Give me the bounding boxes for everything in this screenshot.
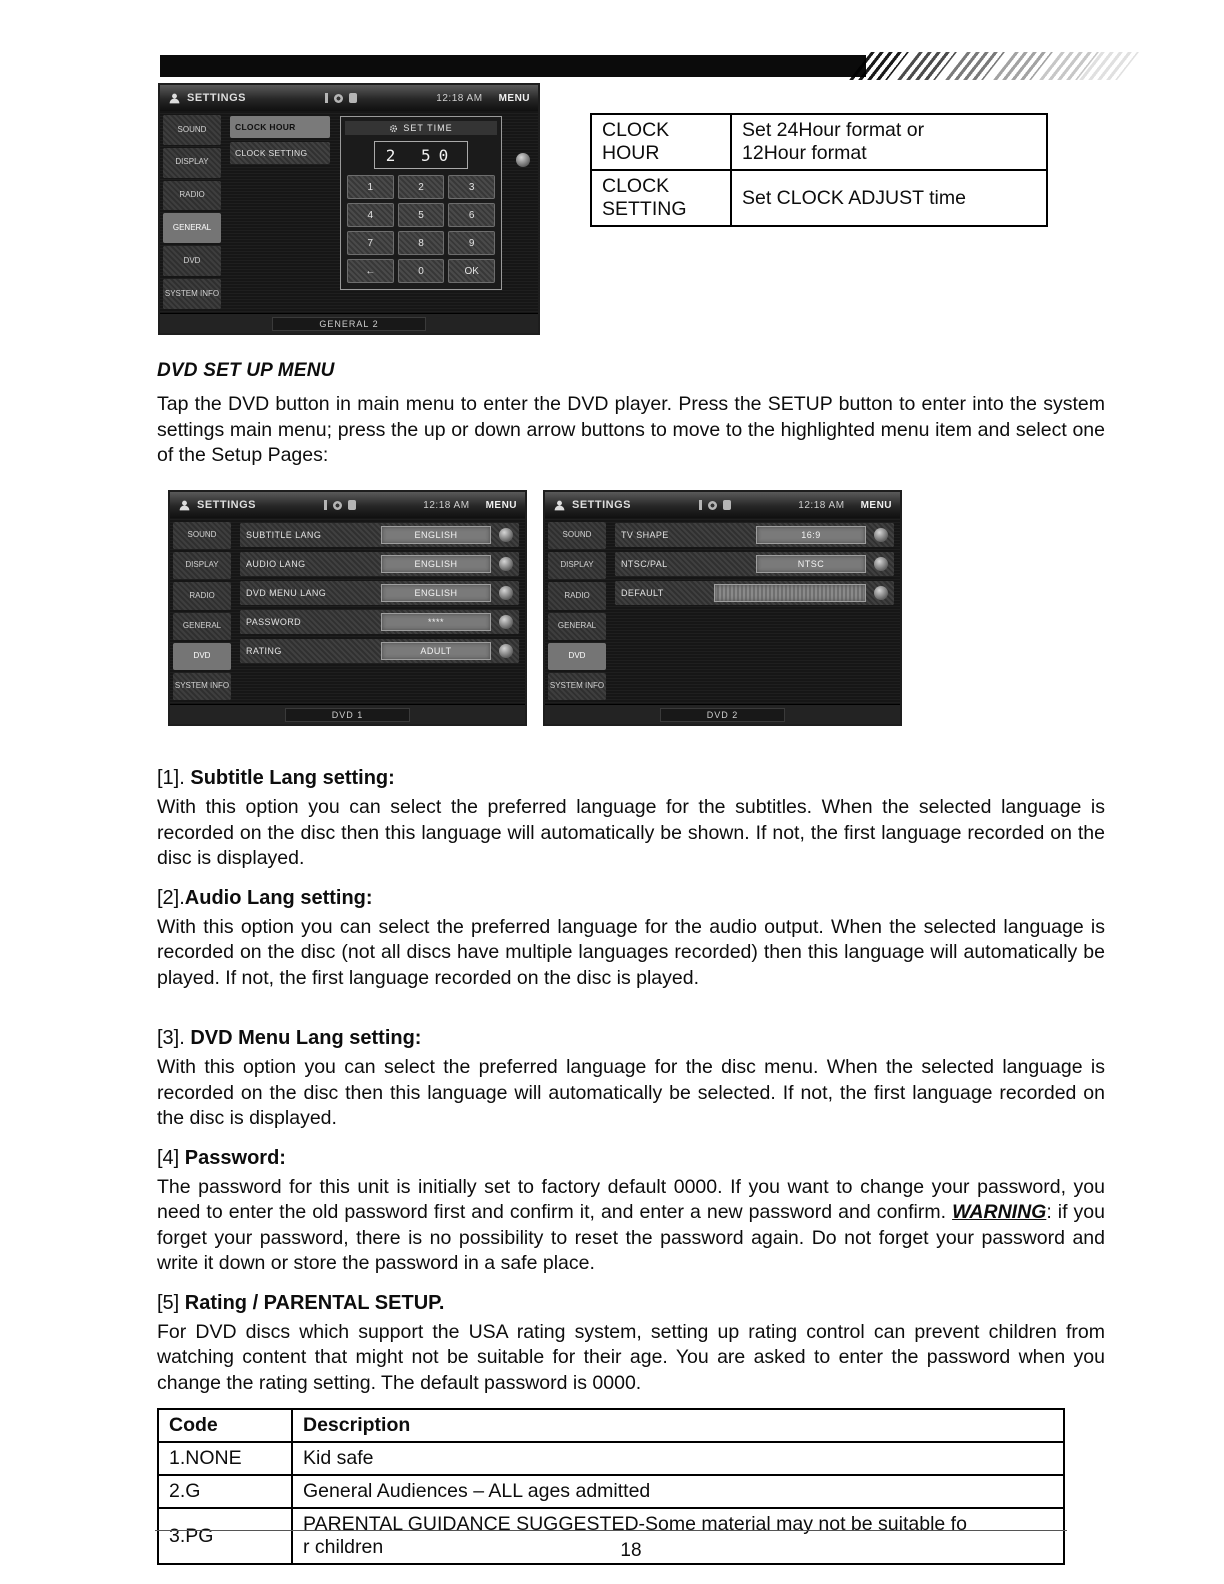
clock-menu-rows bbox=[230, 116, 330, 164]
code-cell: 1.NONE bbox=[158, 1442, 292, 1475]
screenshot-clock-settings bbox=[160, 85, 538, 333]
sidebar-item-dvd: DVD bbox=[163, 246, 221, 276]
sidebar-item-dvd: DVD bbox=[548, 643, 606, 670]
disc-icon bbox=[333, 501, 342, 510]
setting-label: DEFAULT bbox=[621, 588, 664, 598]
setting-label: AUDIO LANG bbox=[246, 559, 306, 569]
term-line: HOUR bbox=[602, 142, 660, 164]
section-number: [4] bbox=[157, 1146, 185, 1169]
section-number: [5] bbox=[157, 1291, 185, 1314]
section-heading-dvd-setup: DVD SET UP MENU bbox=[157, 360, 335, 381]
settings-sidebar bbox=[160, 111, 224, 313]
setting-row-tv-shape bbox=[615, 523, 894, 547]
keypad-key-7: 7 bbox=[347, 231, 394, 255]
keypad-key-4: 4 bbox=[347, 203, 394, 227]
sidebar-item-system-info: SYSTEM INFO bbox=[548, 673, 606, 700]
set-time-title-bar bbox=[345, 121, 497, 135]
description-cell bbox=[292, 1475, 1064, 1508]
set-time-label: SET TIME bbox=[403, 123, 453, 133]
rotary-knob-icon bbox=[516, 153, 530, 167]
settings-footer bbox=[170, 704, 525, 724]
settings-body bbox=[545, 518, 900, 704]
section-title: Audio Lang setting: bbox=[184, 886, 373, 909]
rotary-knob-icon bbox=[874, 528, 888, 542]
description-line: PARENTAL GUIDANCE SUGGESTED-Some material may not be suitable fo bbox=[303, 1513, 967, 1535]
setting-value bbox=[714, 584, 866, 602]
settings-body bbox=[160, 111, 538, 313]
settings-title: SETTINGS bbox=[572, 499, 632, 511]
section-number: [2]. bbox=[157, 886, 185, 909]
setting-row-subtitle-lang bbox=[240, 523, 519, 547]
indicator-bar-icon bbox=[699, 500, 702, 510]
section-body-rating: For DVD discs which support the USA rating system, setting up rating control can prevent children from watching content that might not be suitable for their age. You are asked to enter the password when you change the rating setting. The default password is 0000. bbox=[157, 1320, 1105, 1394]
desc-line: Set 24Hour format or bbox=[742, 119, 925, 141]
indicator-bar-icon bbox=[325, 93, 328, 103]
password-text-post: : if you forget your password, there is no possibility to reset the password again. Do not forget your password and write it down or store the password in a safe place. bbox=[157, 1201, 1105, 1274]
section-title: Password: bbox=[184, 1146, 286, 1169]
settings-main bbox=[609, 518, 900, 704]
sd-card-icon bbox=[348, 500, 356, 510]
setting-row-rating bbox=[240, 639, 519, 663]
code-cell: 3.PG bbox=[158, 1508, 292, 1564]
setting-value: 16:9 bbox=[756, 526, 866, 544]
keypad-key-9: 9 bbox=[448, 231, 495, 255]
menu-button: MENU bbox=[485, 499, 518, 511]
setting-row-default bbox=[615, 581, 894, 605]
sidebar-item-radio: RADIO bbox=[173, 582, 231, 609]
sidebar-item-dvd: DVD bbox=[173, 643, 231, 670]
screenshot-dvd1-settings bbox=[170, 492, 525, 724]
rotary-knob-icon bbox=[874, 557, 888, 571]
setting-label: RATING bbox=[246, 646, 282, 656]
screenshot-dvd2-settings bbox=[545, 492, 900, 724]
keypad-key-2: 2 bbox=[398, 175, 445, 199]
table-row bbox=[591, 114, 1047, 170]
keypad-key-3: 3 bbox=[448, 175, 495, 199]
sidebar-item-general: GENERAL bbox=[548, 613, 606, 640]
section-heading-dvd-menu-lang bbox=[157, 1027, 1105, 1050]
rotary-knob-icon bbox=[499, 615, 513, 629]
setting-value: ENGLISH bbox=[381, 526, 491, 544]
setting-label: NTSC/PAL bbox=[621, 559, 668, 569]
clock-display: 12:18 AM bbox=[798, 499, 845, 511]
term-cell bbox=[591, 170, 731, 226]
table-row bbox=[591, 170, 1047, 226]
setting-value: ENGLISH bbox=[381, 584, 491, 602]
setting-value: **** bbox=[381, 613, 491, 631]
desc-line: Set CLOCK ADJUST time bbox=[742, 186, 966, 209]
keypad-key-1: 1 bbox=[347, 175, 394, 199]
sidebar-item-radio: RADIO bbox=[548, 582, 606, 609]
footer-divider bbox=[155, 1530, 1067, 1531]
keypad-key-0: 0 bbox=[398, 259, 445, 283]
setting-row-dvd-menu-lang bbox=[240, 581, 519, 605]
sidebar-item-display: DISPLAY bbox=[548, 552, 606, 579]
desc-cell bbox=[731, 114, 1047, 170]
menu-row-clock-hour: CLOCK HOUR bbox=[230, 116, 330, 138]
settings-body bbox=[170, 518, 525, 704]
term-line: SETTING bbox=[602, 198, 687, 220]
section-number: [1]. bbox=[157, 767, 191, 789]
keypad-key-8: 8 bbox=[398, 231, 445, 255]
indicator-bar-icon bbox=[324, 500, 327, 510]
section-heading-rating bbox=[157, 1292, 1105, 1315]
sidebar-item-sound: SOUND bbox=[163, 115, 221, 145]
section-body-audio-lang: With this option you can select the preferred language for the audio output. When the selected language is recorded on the disc (not all discs have multiple languages recorded) then this language will automatically be played. If not, the first language recorded on the disc is played. bbox=[157, 915, 1105, 989]
sidebar-item-sound: SOUND bbox=[548, 522, 606, 549]
keypad-key-ok: OK bbox=[448, 259, 495, 283]
gear-icon bbox=[389, 124, 398, 133]
keypad-key-6: 6 bbox=[448, 203, 495, 227]
menu-button: MENU bbox=[860, 499, 893, 511]
sidebar-item-system-info: SYSTEM INFO bbox=[173, 673, 231, 700]
term-line: CLOCK bbox=[602, 119, 670, 141]
setting-value: ADULT bbox=[381, 642, 491, 660]
keypad-key-5: 5 bbox=[398, 203, 445, 227]
clock-description-table-wrap bbox=[590, 113, 1048, 227]
menu-button: MENU bbox=[498, 92, 531, 104]
setting-value: NTSC bbox=[756, 555, 866, 573]
setting-value: ENGLISH bbox=[381, 555, 491, 573]
settings-sidebar bbox=[545, 518, 609, 704]
settings-header bbox=[160, 85, 538, 111]
description-line: General Audiences – ALL ages admitted bbox=[303, 1480, 651, 1502]
setting-row-ntsc-pal bbox=[615, 552, 894, 576]
table-row bbox=[158, 1475, 1064, 1508]
term-line: CLOCK bbox=[602, 175, 670, 197]
setting-label: DVD MENU LANG bbox=[246, 588, 327, 598]
setting-row-audio-lang bbox=[240, 552, 519, 576]
footer-page-label: DVD 2 bbox=[660, 708, 786, 722]
footer-page-label: DVD 1 bbox=[285, 708, 411, 722]
settings-title: SETTINGS bbox=[197, 499, 257, 511]
table-row bbox=[158, 1442, 1064, 1475]
settings-footer bbox=[545, 704, 900, 724]
warning-emphasis: WARNING bbox=[952, 1201, 1047, 1223]
section-title: Subtitle Lang setting: bbox=[190, 767, 395, 789]
section-heading-subtitle-lang bbox=[157, 767, 1105, 790]
user-icon bbox=[178, 499, 191, 512]
section-body-subtitle-lang: With this option you can select the preferred language for the subtitles. When the selected language is recorded on the disc then this language will automatically be shown. If not, the first language recorded on the disc is displayed. bbox=[157, 796, 1105, 869]
description-line: Kid safe bbox=[303, 1447, 374, 1469]
term-cell bbox=[591, 114, 731, 170]
settings-main bbox=[234, 518, 525, 704]
section-number: [3]. bbox=[157, 1027, 191, 1049]
disc-icon bbox=[708, 501, 717, 510]
section-title: Rating / PARENTAL SETUP. bbox=[184, 1291, 445, 1314]
description-line: r children bbox=[303, 1536, 384, 1558]
header-code: Code bbox=[158, 1409, 292, 1442]
settings-title: SETTINGS bbox=[187, 92, 247, 104]
settings-header bbox=[545, 492, 900, 518]
page-number: 18 bbox=[620, 1540, 642, 1561]
code-cell: 2.G bbox=[158, 1475, 292, 1508]
user-icon bbox=[553, 499, 566, 512]
decorative-black-bar bbox=[160, 55, 866, 77]
decorative-header-bar bbox=[160, 52, 1120, 82]
settings-footer bbox=[160, 313, 538, 333]
settings-main bbox=[224, 111, 538, 313]
section-title: DVD Menu Lang setting: bbox=[190, 1027, 422, 1049]
setup-sections bbox=[157, 752, 1105, 1565]
footer-page-label: GENERAL 2 bbox=[272, 317, 425, 331]
description-cell bbox=[292, 1442, 1064, 1475]
clock-display: 12:18 AM bbox=[436, 92, 483, 104]
section-heading-audio-lang bbox=[157, 887, 1105, 910]
sidebar-item-sound: SOUND bbox=[173, 522, 231, 549]
sd-card-icon bbox=[723, 500, 731, 510]
disc-icon bbox=[334, 94, 343, 103]
setting-label: TV SHAPE bbox=[621, 530, 669, 540]
rotary-knob-icon bbox=[874, 586, 888, 600]
sidebar-item-system-info: SYSTEM INFO bbox=[163, 279, 221, 309]
rotary-knob-icon bbox=[499, 644, 513, 658]
sidebar-item-general: GENERAL bbox=[163, 213, 221, 243]
sidebar-item-display: DISPLAY bbox=[173, 552, 231, 579]
setting-label: SUBTITLE LANG bbox=[246, 530, 322, 540]
desc-cell bbox=[731, 170, 1047, 226]
rotary-knob-icon bbox=[499, 528, 513, 542]
desc-line: 12Hour format bbox=[742, 142, 867, 164]
setting-label: PASSWORD bbox=[246, 617, 302, 627]
clock-description-table bbox=[590, 113, 1048, 227]
settings-header bbox=[170, 492, 525, 518]
rotary-knob-icon bbox=[499, 557, 513, 571]
section-body-dvd-menu-lang: With this option you can select the preferred language for the disc menu. When the selected language is recorded on the disc then this language will automatically be selected. If not, the first language recorded on the disc is displayed. bbox=[157, 1056, 1105, 1129]
settings-sidebar bbox=[170, 518, 234, 704]
keypad-key-backspace: ← bbox=[347, 259, 394, 283]
numeric-keypad bbox=[345, 173, 497, 285]
rotary-knob-icon bbox=[499, 586, 513, 600]
clock-display: 12:18 AM bbox=[423, 499, 470, 511]
sidebar-item-general: GENERAL bbox=[173, 613, 231, 640]
intro-paragraph: Tap the DVD button in main menu to enter the DVD player. Press the SETUP button to enter into the system settings main menu; press the up or down arrow buttons to move to the highlighted menu item and select one of the Setup Pages: bbox=[157, 393, 1105, 466]
section-body-password bbox=[157, 1175, 1105, 1277]
set-time-panel bbox=[340, 116, 502, 290]
section-heading-password bbox=[157, 1147, 1105, 1170]
setting-row-password bbox=[240, 610, 519, 634]
password-text-pre: The password for this unit is initially set to factory default 0000. If you want to change your password, you need to enter the old password first and confirm it, and enter a new password and confirm. bbox=[157, 1175, 1105, 1223]
sd-card-icon bbox=[349, 93, 357, 103]
menu-row-clock-setting: CLOCK SETTING bbox=[230, 142, 330, 164]
table-header-row bbox=[158, 1409, 1064, 1442]
user-icon bbox=[168, 92, 181, 105]
sidebar-item-display: DISPLAY bbox=[163, 148, 221, 178]
sidebar-item-radio: RADIO bbox=[163, 181, 221, 211]
header-description: Description bbox=[292, 1409, 1064, 1442]
time-display: 2 50 bbox=[374, 141, 468, 169]
